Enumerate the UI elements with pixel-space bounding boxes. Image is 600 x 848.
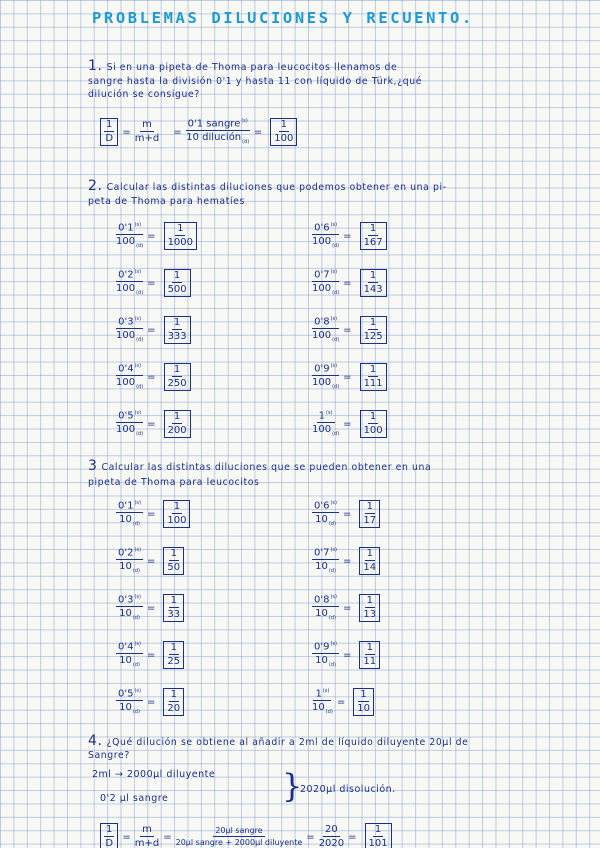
problem-3-number: 3 bbox=[88, 458, 98, 474]
problem-2-text-1: Calcular las distintas diluciones que podemos obtener en una pi- bbox=[106, 182, 447, 193]
equation-result-box: $\frac{1}{50}$ bbox=[163, 547, 184, 575]
problem-1-number: 1. bbox=[88, 58, 103, 74]
problem-2-line-2: peta de Thoma para hematíes bbox=[88, 196, 245, 207]
equation-result-box: $\frac{1}{20}$ bbox=[163, 688, 184, 716]
equation-fraction: $\frac{1^{(s)}}{10_{(d)}}$ bbox=[312, 687, 333, 716]
equation-result-box: $\frac{1}{17}$ bbox=[359, 500, 380, 528]
equation-fraction: $\frac{0'2^{(s)}}{100_{(d)}}$ bbox=[116, 268, 144, 297]
p2-right-equation-3: $\frac{0'8^{(s)}}{100_{(d)}}$ = $\frac{1}{125}$ bbox=[312, 316, 387, 344]
equation-result-box: $\frac{1}{111}$ bbox=[360, 363, 387, 391]
equation-fraction: $\frac{0'8^{(s)}}{100_{(d)}}$ bbox=[312, 315, 340, 344]
problem-1-line-2: sangre hasta la división 0'1 y hasta 11 con líquido de Türk,¿qué bbox=[88, 76, 423, 87]
equation-fraction: $\frac{0'6^{(s)}}{10_{(d)}}$ bbox=[314, 499, 337, 528]
eq4-frac-b: $\frac{m}{m+d}$ bbox=[134, 824, 160, 848]
problem-3-line-2: pipeta de Thoma para leucocitos bbox=[88, 477, 260, 488]
equation-fraction: $\frac{0'6^{(s)}}{100_{(d)}}$ bbox=[312, 221, 340, 250]
p3-left-equation-5: $\frac{0'5^{(s)}}{10_{(d)}}$ = $\frac{1}{20}$ bbox=[116, 688, 184, 716]
equation-fraction: $\frac{0'7^{(s)}}{10_{(d)}}$ bbox=[314, 546, 337, 575]
p2-left-equation-1: $\frac{0'1^{(s)}}{100_{(d)}}$ = $\frac{1}{1000}$ bbox=[116, 222, 197, 250]
p3-left-equation-3: $\frac{0'3^{(s)}}{10_{(d)}}$ = $\frac{1}{33}$ bbox=[116, 594, 184, 622]
p3-left-equation-4: $\frac{0'4^{(s)}}{10_{(d)}}$ = $\frac{1}{25}$ bbox=[116, 641, 184, 669]
p2-left-equation-2: $\frac{0'2^{(s)}}{100_{(d)}}$ = $\frac{1}{500}$ bbox=[116, 269, 191, 297]
equation-result-box: $\frac{1}{13}$ bbox=[359, 594, 380, 622]
page-title: PROBLEMAS DILUCIONES Y RECUENTO. bbox=[92, 9, 474, 27]
eq1-result-box: $\frac{1}{100}$ bbox=[270, 118, 297, 146]
equation-fraction: $\frac{0'4^{(s)}}{100_{(d)}}$ bbox=[116, 362, 144, 391]
eq1-frac-b: $\frac{m}{m+d}$ bbox=[134, 119, 160, 144]
equation-fraction: $\frac{0'1^{(s)}}{100_{(d)}}$ bbox=[116, 221, 144, 250]
p2-right-equation-5: $\frac{1^{(s)}}{100_{(d)}}$ = $\frac{1}{100}$ bbox=[312, 410, 387, 438]
p2-left-equation-3: $\frac{0'3^{(s)}}{100_{(d)}}$ = $\frac{1}{333}$ bbox=[116, 316, 191, 344]
problem-3-text-1: Calcular las distintas diluciones que se pueden obtener en una bbox=[101, 462, 432, 473]
equation-result-box: $\frac{1}{200}$ bbox=[164, 410, 191, 438]
p3-left-equation-2: $\frac{0'2^{(s)}}{10_{(d)}}$ = $\frac{1}{50}$ bbox=[116, 547, 184, 575]
problem-1-equation: $\frac{1}{D}$ = $\frac{m}{m+d}$ = $\frac{0'1 sangre^{(s)}}{10 dilución_{(d)}}$ = $\frac{1}{100}$ bbox=[100, 118, 297, 146]
eq4-frac-a: $\frac{1}{D}$ bbox=[100, 823, 118, 848]
equation-result-box: $\frac{1}{167}$ bbox=[360, 222, 387, 250]
equation-result-box: $\frac{1}{125}$ bbox=[360, 316, 387, 344]
equation-result-box: $\frac{1}{100}$ bbox=[360, 410, 387, 438]
p2-right-equation-4: $\frac{0'9^{(s)}}{100_{(d)}}$ = $\frac{1}{111}$ bbox=[312, 363, 387, 391]
equation-fraction: $\frac{0'5^{(s)}}{100_{(d)}}$ bbox=[116, 409, 144, 438]
p2-right-equation-2: $\frac{0'7^{(s)}}{100_{(d)}}$ = $\frac{1}{143}$ bbox=[312, 269, 387, 297]
problem-2-line-1 bbox=[88, 180, 447, 194]
eq4-result-box: $\frac{1}{101}$ bbox=[365, 823, 392, 848]
equation-result-box: $\frac{1}{500}$ bbox=[164, 269, 191, 297]
problem-4-brace: } bbox=[282, 767, 303, 805]
p3-right-equation-2: $\frac{0'7^{(s)}}{10_{(d)}}$ = $\frac{1}{14}$ bbox=[312, 547, 380, 575]
equation-result-box: $\frac{1}{10}$ bbox=[353, 688, 374, 716]
problem-4-diluent-line: 2ml → 2000μl diluyente bbox=[92, 769, 216, 780]
equation-result-box: $\frac{1}{250}$ bbox=[164, 363, 191, 391]
equation-result-box: $\frac{1}{11}$ bbox=[359, 641, 380, 669]
problem-3-line-1 bbox=[88, 460, 431, 474]
eq4-frac-d: $\frac{20}{2020}$ bbox=[318, 824, 345, 848]
equation-fraction: $\frac{0'2^{(s)}}{10_{(d)}}$ bbox=[118, 546, 141, 575]
equation-result-box: $\frac{1}{143}$ bbox=[360, 269, 387, 297]
p3-right-equation-5: $\frac{1^{(s)}}{10_{(d)}}$ = $\frac{1}{10}$ bbox=[312, 688, 374, 716]
eq4-frac-c: $\frac{\text{20μl sangre}}{\text{20μl sangre + 2000μl diluyente}}$ bbox=[175, 826, 303, 847]
p3-right-equation-1: $\frac{0'6^{(s)}}{10_{(d)}}$ = $\frac{1}{17}$ bbox=[312, 500, 380, 528]
problem-1-line-1 bbox=[88, 60, 397, 74]
equation-fraction: $\frac{0'3^{(s)}}{10_{(d)}}$ bbox=[118, 593, 141, 622]
equation-fraction: $\frac{0'1^{(s)}}{10_{(d)}}$ bbox=[118, 499, 141, 528]
problem-4-equation: $\frac{1}{D}$ = $\frac{m}{m+d}$ = $\frac{\text{20μl sangre}}{\text{20μl sangre + 2000μl diluyente}}$ = $\frac{20}{2020}$ = $\frac{1}{101}$ bbox=[100, 823, 392, 848]
equation-result-box: $\frac{1}{25}$ bbox=[163, 641, 184, 669]
equation-fraction: $\frac{0'4^{(s)}}{10_{(d)}}$ bbox=[118, 640, 141, 669]
equation-fraction: $\frac{0'8^{(s)}}{10_{(d)}}$ bbox=[314, 593, 337, 622]
equation-result-box: $\frac{1}{100}$ bbox=[163, 500, 190, 528]
equation-fraction: $\frac{0'3^{(s)}}{100_{(d)}}$ bbox=[116, 315, 144, 344]
p2-left-equation-4: $\frac{0'4^{(s)}}{100_{(d)}}$ = $\frac{1}{250}$ bbox=[116, 363, 191, 391]
equation-fraction: $\frac{1^{(s)}}{100_{(d)}}$ bbox=[312, 409, 340, 438]
equation-result-box: $\frac{1}{1000}$ bbox=[164, 222, 197, 250]
equation-fraction: $\frac{0'5^{(s)}}{10_{(d)}}$ bbox=[118, 687, 141, 716]
p3-right-equation-3: $\frac{0'8^{(s)}}{10_{(d)}}$ = $\frac{1}{13}$ bbox=[312, 594, 380, 622]
problem-4-number: 4. bbox=[88, 733, 103, 749]
problem-1-text-1: Si en una pipeta de Thoma para leucocitos llenamos de bbox=[106, 62, 398, 73]
problem-4-line-2: Sangre? bbox=[88, 750, 130, 761]
equation-result-box: $\frac{1}{33}$ bbox=[163, 594, 184, 622]
eq1-frac-c: $\frac{0'1 sangre^{(s)}}{10 dilución_{(d)}}$ bbox=[186, 117, 250, 146]
equation-fraction: $\frac{0'9^{(s)}}{100_{(d)}}$ bbox=[312, 362, 340, 391]
p3-right-equation-4: $\frac{0'9^{(s)}}{10_{(d)}}$ = $\frac{1}{11}$ bbox=[312, 641, 380, 669]
problem-4-blood-line: 0'2 μl sangre bbox=[100, 793, 169, 804]
p2-right-equation-1: $\frac{0'6^{(s)}}{100_{(d)}}$ = $\frac{1}{167}$ bbox=[312, 222, 387, 250]
eq1-frac-a: $\frac{1}{D}$ bbox=[100, 118, 118, 146]
equation-result-box: $\frac{1}{333}$ bbox=[164, 316, 191, 344]
problem-1-line-3: dilución se consigue? bbox=[88, 89, 200, 100]
problem-2-number: 2. bbox=[88, 178, 103, 194]
p2-left-equation-5: $\frac{0'5^{(s)}}{100_{(d)}}$ = $\frac{1}{200}$ bbox=[116, 410, 191, 438]
equation-fraction: $\frac{0'9^{(s)}}{10_{(d)}}$ bbox=[314, 640, 337, 669]
problem-4-total: 2020μl disolución. bbox=[300, 784, 396, 795]
equation-fraction: $\frac{0'7^{(s)}}{100_{(d)}}$ bbox=[312, 268, 340, 297]
equation-result-box: $\frac{1}{14}$ bbox=[359, 547, 380, 575]
problem-4-text-1: ¿Qué dilución se obtiene al añadir a 2ml de líquido diluyente 20μl de bbox=[106, 737, 469, 748]
problem-4-line-1 bbox=[88, 735, 469, 749]
p3-left-equation-1: $\frac{0'1^{(s)}}{10_{(d)}}$ = $\frac{1}{100}$ bbox=[116, 500, 190, 528]
